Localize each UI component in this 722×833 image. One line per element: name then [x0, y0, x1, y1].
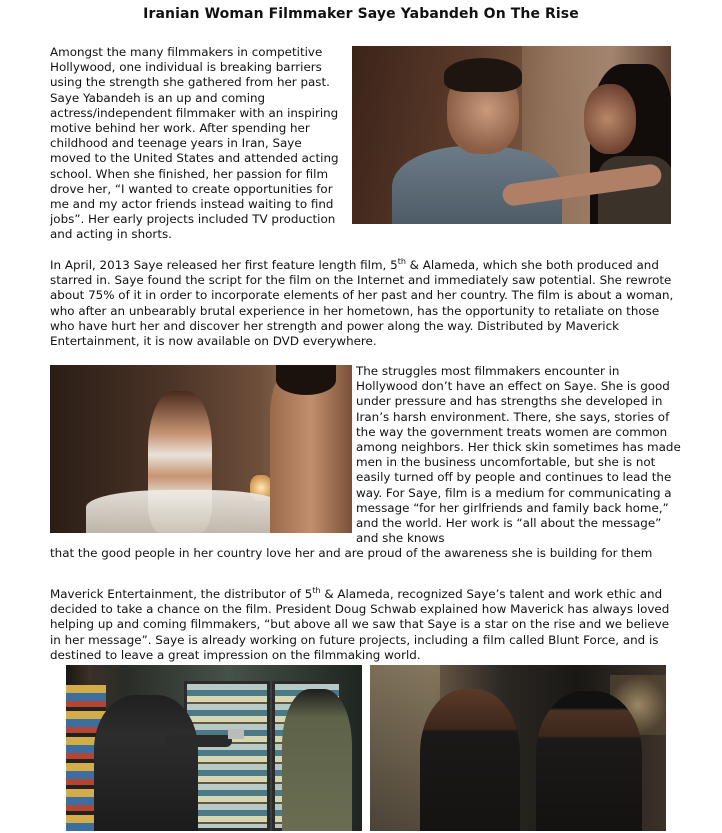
ordinal-superscript: th: [312, 586, 321, 596]
film-still-store-robbery-photo: [66, 665, 362, 831]
struggles-paragraph: The struggles most filmmakers encounter in Hollywood don’t have an effect on Saye. She is good under pressure and has strengths she developed in Iran’s harsh environment. There, she says, stories of the way the government treats women are common among neighbors. Her thick skin sometimes has made men in the business uncomfortable, but she is not easily turned off by people and continues to lead the way. For Saye, film is a medium for communicating a message “for her girlfriends and family back home,” and the world. Her work is “all about the message” and she knows: [356, 364, 681, 546]
distributor-text-end: & Alameda, recognized Saye’s talent and work ethic and decided to take a chance on the film. President Doug Schwab explained how Maverick has always loved helping up and coming filmmakers, “but above all we saw that Saye is a star on the rise and we believe in her message”. Saye is already working on future projects, including a film called Blunt Force, and is destined to leave a great impression on the filmmaking world.: [50, 587, 670, 662]
ordinal-superscript: th: [397, 257, 406, 267]
distributor-paragraph: [50, 587, 680, 663]
film-release-paragraph: [50, 258, 678, 349]
article-title: Iranian Woman Filmmaker Saye Yabandeh On The Rise: [143, 6, 579, 22]
distributor-text-start: Maverick Entertainment, the distributor of 5: [50, 587, 313, 601]
film-still-street-photo: [370, 665, 666, 831]
intro-paragraph: Amongst the many filmmakers in competitive Hollywood, one individual is breaking barriers using the strength she gathered from her past. Saye Yabandeh is an up and coming actress/independent filmmaker with an inspiring motive behind her work. After spending her childhood and teenage years in Iran, Saye moved to the United States and attended acting school. When she finished, her passion for film drove her, “I wanted to create opportunities for me and my actor friends instead waiting to find jobs”. Her early projects included TV production and acting in shorts.: [50, 45, 339, 242]
struggles-paragraph-continued: that the good people in her country love her and are proud of the awareness she is building for them: [50, 546, 653, 560]
film-release-text-end: & Alameda, which she both produced and starred in. Saye found the script for the film on the Internet and immediately saw potential. She rewrote about 75% of it in order to incorporate elements of her past and her country. The film is about a woman, who after an unbearably brutal experience in her hometown, has the opportunity to retaliate on those who have hurt her and discover her strength and power along the way. Distributed by Maverick Entertainment, it is now available on DVD everywhere.: [50, 258, 674, 349]
film-still-bedroom-photo: [50, 365, 352, 533]
film-still-confrontation-photo: [352, 46, 671, 224]
film-release-text-start: In April, 2013 Saye released her first feature length film, 5: [50, 258, 398, 272]
